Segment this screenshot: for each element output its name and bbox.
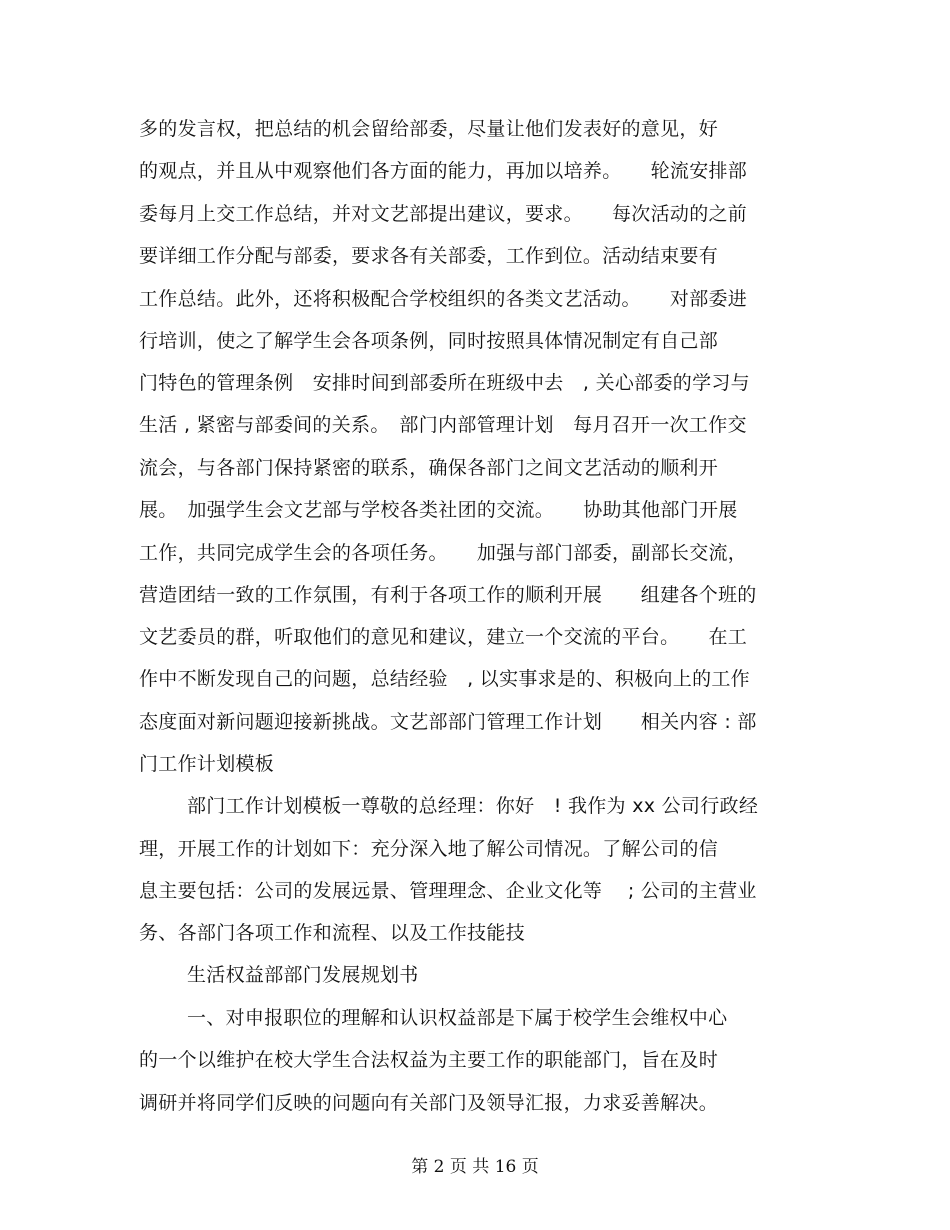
text-line: 门工作计划模板 — [139, 753, 275, 775]
text-line: 的观点，并且从中观察他们各方面的能力，再加以培养。 轮流安排部 — [139, 160, 748, 182]
page-number-footer: 第 2 页 共 16 页 — [411, 1157, 539, 1177]
section-heading: 生活权益部部门发展规划书 — [187, 964, 419, 986]
text-line: 务、各部门各项工作和流程、以及工作技能技 — [139, 922, 526, 944]
text-line: 部门工作计划模板一尊敬的总经理：你好 ! 我作为 xx 公司行政经 — [187, 795, 759, 817]
text-line: 流会，与各部门保持紧密的联系，确保各部门之间文艺活动的顺利开 — [139, 457, 719, 479]
text-line: 调研并将同学们反映的问题向有关部门及领导汇报，力求妥善解决。 — [139, 1092, 719, 1114]
text-line: 工作总结。此外，还将积极配合学校组织的各类文艺活动。 对部委进 — [139, 288, 748, 310]
text-line: 理，开展工作的计划如下：充分深入地了解公司情况。了解公司的信 — [139, 838, 719, 860]
text-line: 生活 , 紧密与部委间的关系。 部门内部管理计划 每月召开一次工作交 — [139, 414, 747, 436]
text-line: 多的发言权，把总结的机会留给部委，尽量让他们发表好的意见，好 — [139, 118, 719, 140]
text-line: 展。 加强学生会文艺部与学校各类社团的交流。 协助其他部门开展 — [139, 499, 738, 521]
text-line: 营造团结一致的工作氛围，有利于各项工作的顺利开展 组建各个班的 — [139, 584, 757, 606]
text-line: 门特色的管理条例 安排时间到部委所在班级中去 , 关心部委的学习与 — [139, 372, 750, 394]
text-line: 作中不断发现自己的问题，总结经验 , 以实事求是的、积极向上的工作 — [139, 668, 750, 690]
text-line: 一、对申报职位的理解和认识权益部是下属于校学生会维权中心 — [187, 1007, 728, 1029]
text-line: 行培训，使之了解学生会各项条例，同时按照具体情况制定有自己部 — [139, 330, 719, 352]
text-line: 委每月上交工作总结，并对文艺部提出建议，要求。 每次活动的之前 — [139, 203, 748, 225]
text-line: 工作，共同完成学生会的各项任务。 加强与部门部委，副部长交流， — [139, 542, 748, 564]
text-line: 态度面对新问题迎接新挑战。文艺部部门管理工作计划 相关内容 : 部 — [139, 711, 757, 733]
text-line: 的一个以维护在校大学生合法权益为主要工作的职能部门，旨在及时 — [139, 1049, 719, 1071]
text-line: 要详细工作分配与部委，要求各有关部委，工作到位。活动结束要有 — [139, 245, 719, 267]
text-line: 息主要包括：公司的发展远景、管理理念、企业文化等 ; 公司的主营业 — [139, 880, 757, 902]
text-line: 文艺委员的群，听取他们的意见和建议，建立一个交流的平台。 在工 — [139, 626, 748, 648]
